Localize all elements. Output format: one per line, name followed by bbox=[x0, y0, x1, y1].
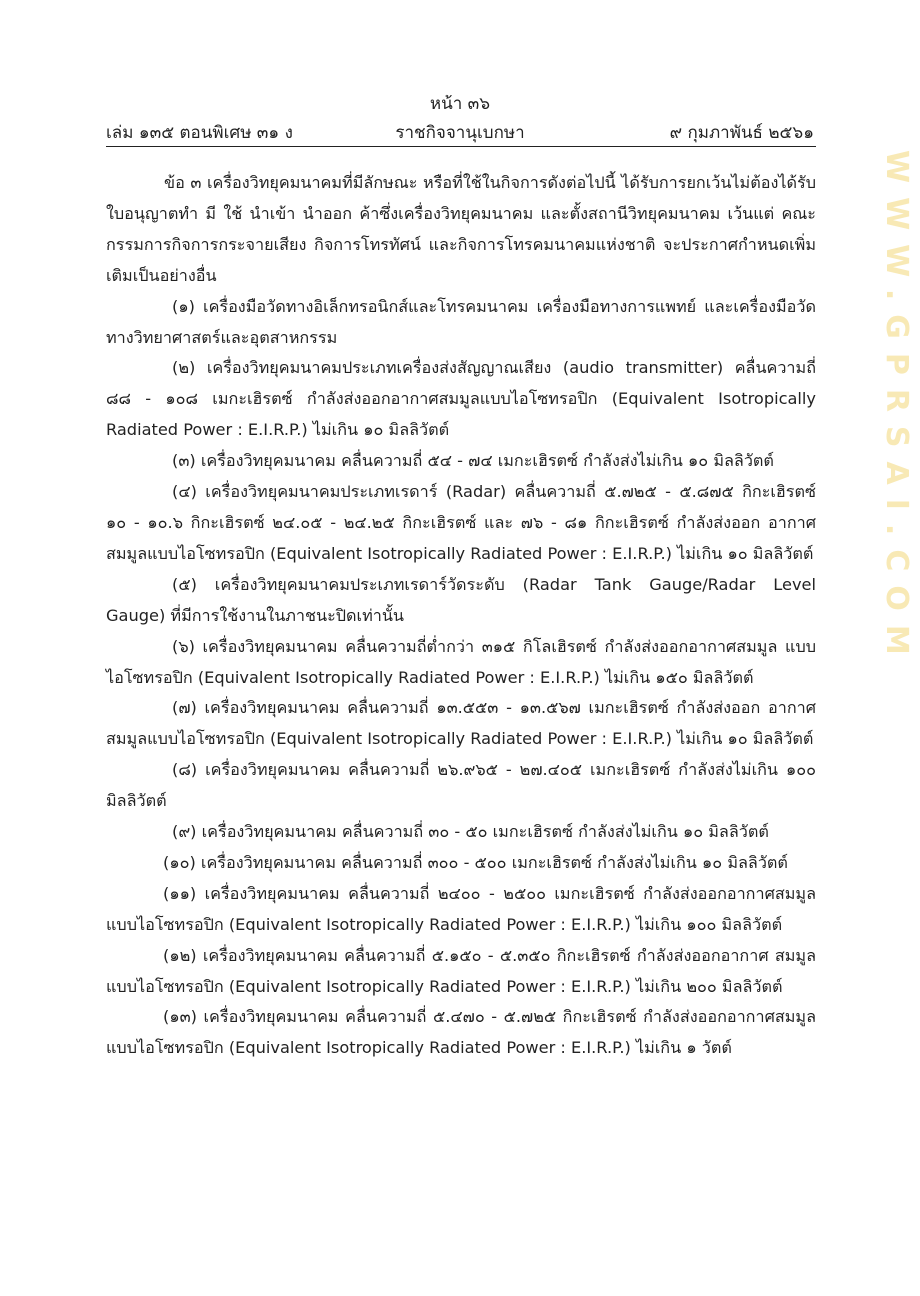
volume-issue: เล่ม ๑๓๕ ตอนพิเศษ ๓๑ ง bbox=[106, 123, 293, 143]
item-3: (๓) เครื่องวิทยุคมนาคม คลื่นความถี่ ๕๔ - ๗๔ เมกะเฮิรตซ์ กำลังส่งไม่เกิน ๑๐ มิลลิวัตต์ bbox=[172, 451, 774, 471]
site-watermark: WWW.GPRSAI.COM bbox=[879, 150, 914, 669]
item-4: (๔) เครื่องวิทยุคมนาคมประเภทเรดาร์ (Radar) คลื่นความถี่ ๕.๗๒๕ - ๕.๘๗๕ กิกะเฮิรตซ์ ๑๐ - ๑๐.๖ กิกะเฮิรตซ์ ๒๔.๐๕ - ๒๔.๒๕ กิกะเฮิรตซ์ และ ๗๖ - ๘๑ กิกะเฮิรตซ์ กำลังส่งออก อากาศสมมูลแบบไอโซทรอปิก (Equivalent Isotropically Radiated Power : E.I.R.P.) ไม่เกิน ๑๐ มิลลิวัตต์ bbox=[106, 482, 816, 563]
publication-title: ราชกิจจานุเบกษา bbox=[395, 123, 525, 143]
item-10: (๑๐) เครื่องวิทยุคมนาคม คลื่นความถี่ ๓๐๐ - ๕๐๐ เมกะเฮิรตซ์ กำลังส่งไม่เกิน ๑๐ มิลลิวัตต์ bbox=[163, 852, 788, 872]
item-1: (๑) เครื่องมือวัดทางอิเล็กทรอนิกส์และโทรคมนาคม เครื่องมือทางการแพทย์ และเครื่องมือวัดทางวิทยาศาสตร์และอุตสาหกรรม bbox=[106, 296, 816, 347]
item-8: (๘) เครื่องวิทยุคมนาคม คลื่นความถี่ ๒๖.๙๖๕ - ๒๗.๔๐๕ เมกะเฮิรตซ์ กำลังส่งไม่เกิน ๑๐๐ มิลลิวัตต์ bbox=[106, 760, 816, 811]
header-divider bbox=[106, 146, 816, 147]
publication-date: ๙ กุมภาพันธ์ ๒๕๖๑ bbox=[669, 123, 814, 143]
item-12: (๑๒) เครื่องวิทยุคมนาคม คลื่นความถี่ ๕.๑๕๐ - ๕.๓๕๐ กิกะเฮิรตซ์ กำลังส่งออกอากาศ สมมูลแบบไอโซทรอปิก (Equivalent Isotropically Radiated Power : E.I.R.P.) ไม่เกิน ๒๐๐ มิลลิวัตต์ bbox=[106, 945, 816, 996]
item-5: (๕) เครื่องวิทยุคมนาคมประเภทเรดาร์วัดระดับ (Radar Tank Gauge/Radar Level Gauge) ที่มีการใช้งานในภาชนะปิดเท่านั้น bbox=[106, 574, 816, 625]
item-11: (๑๑) เครื่องวิทยุคมนาคม คลื่นความถี่ ๒๔๐๐ - ๒๕๐๐ เมกะเฮิรตซ์ กำลังส่งออกอากาศสมมูล แบบไอโซทรอปิก (Equivalent Isotropically Radiated Power : E.I.R.P.) ไม่เกิน ๑๐๐ มิลลิวัตต์ bbox=[106, 883, 816, 934]
document-body bbox=[106, 168, 816, 1064]
page-number: หน้า ๓๖ bbox=[429, 94, 491, 114]
item-9: (๙) เครื่องวิทยุคมนาคม คลื่นความถี่ ๓๐ - ๕๐ เมกะเฮิรตซ์ กำลังส่งไม่เกิน ๑๐ มิลลิวัตต์ bbox=[172, 822, 769, 842]
item-13: (๑๓) เครื่องวิทยุคมนาคม คลื่นความถี่ ๕.๔๗๐ - ๕.๗๒๕ กิกะเฮิรตซ์ กำลังส่งออกอากาศสมมูล แบบไอโซทรอปิก (Equivalent Isotropically Radiated Power : E.I.R.P.) ไม่เกิน ๑ วัตต์ bbox=[106, 1007, 816, 1058]
gazette-header bbox=[106, 119, 814, 145]
item-6: (๖) เครื่องวิทยุคมนาคม คลื่นความถี่ต่ำกว่า ๓๑๕ กิโลเฮิรตซ์ กำลังส่งออกอากาศสมมูล แบบไอโซทรอปิก (Equivalent Isotropically Radiated Power : E.I.R.P.) ไม่เกิน ๑๕๐ มิลลิวัตต์ bbox=[106, 636, 816, 687]
item-7: (๗) เครื่องวิทยุคมนาคม คลื่นความถี่ ๑๓.๕๕๓ - ๑๓.๕๖๗ เมกะเฮิรตซ์ กำลังส่งออก อากาศสมมูลแบบไอโซทรอปิก (Equivalent Isotropically Radiated Power : E.I.R.P.) ไม่เกิน ๑๐ มิลลิวัตต์ bbox=[106, 698, 816, 749]
clause-3: ข้อ ๓ เครื่องวิทยุคมนาคมที่มีลักษณะ หรือที่ใช้ในกิจการดังต่อไปนี้ ได้รับการยกเว้นไม่ต้องได้รับใบอนุญาตทำ มี ใช้ นำเข้า นำออก ค้าซึ่งเครื่องวิทยุคมนาคม และตั้งสถานีวิทยุคมนาคม เว้นแต่ คณะกรรมการกิจการกระจายเสียง กิจการโทรทัศน์ และกิจการโทรคมนาคมแห่งชาติ จะประกาศกำหนดเพิ่มเติมเป็นอย่างอื่น bbox=[106, 173, 816, 285]
item-2: (๒) เครื่องวิทยุคมนาคมประเภทเครื่องส่งสัญญาณเสียง (audio transmitter) คลื่นความถี่ ๘๘ - ๑๐๘ เมกะเฮิรตซ์ กำลังส่งออกอากาศสมมูลแบบไอโซทรอปิก (Equivalent Isotropically Radiated Power : E.I.R.P.) ไม่เกิน ๑๐ มิลลิวัตต์ bbox=[106, 358, 816, 440]
